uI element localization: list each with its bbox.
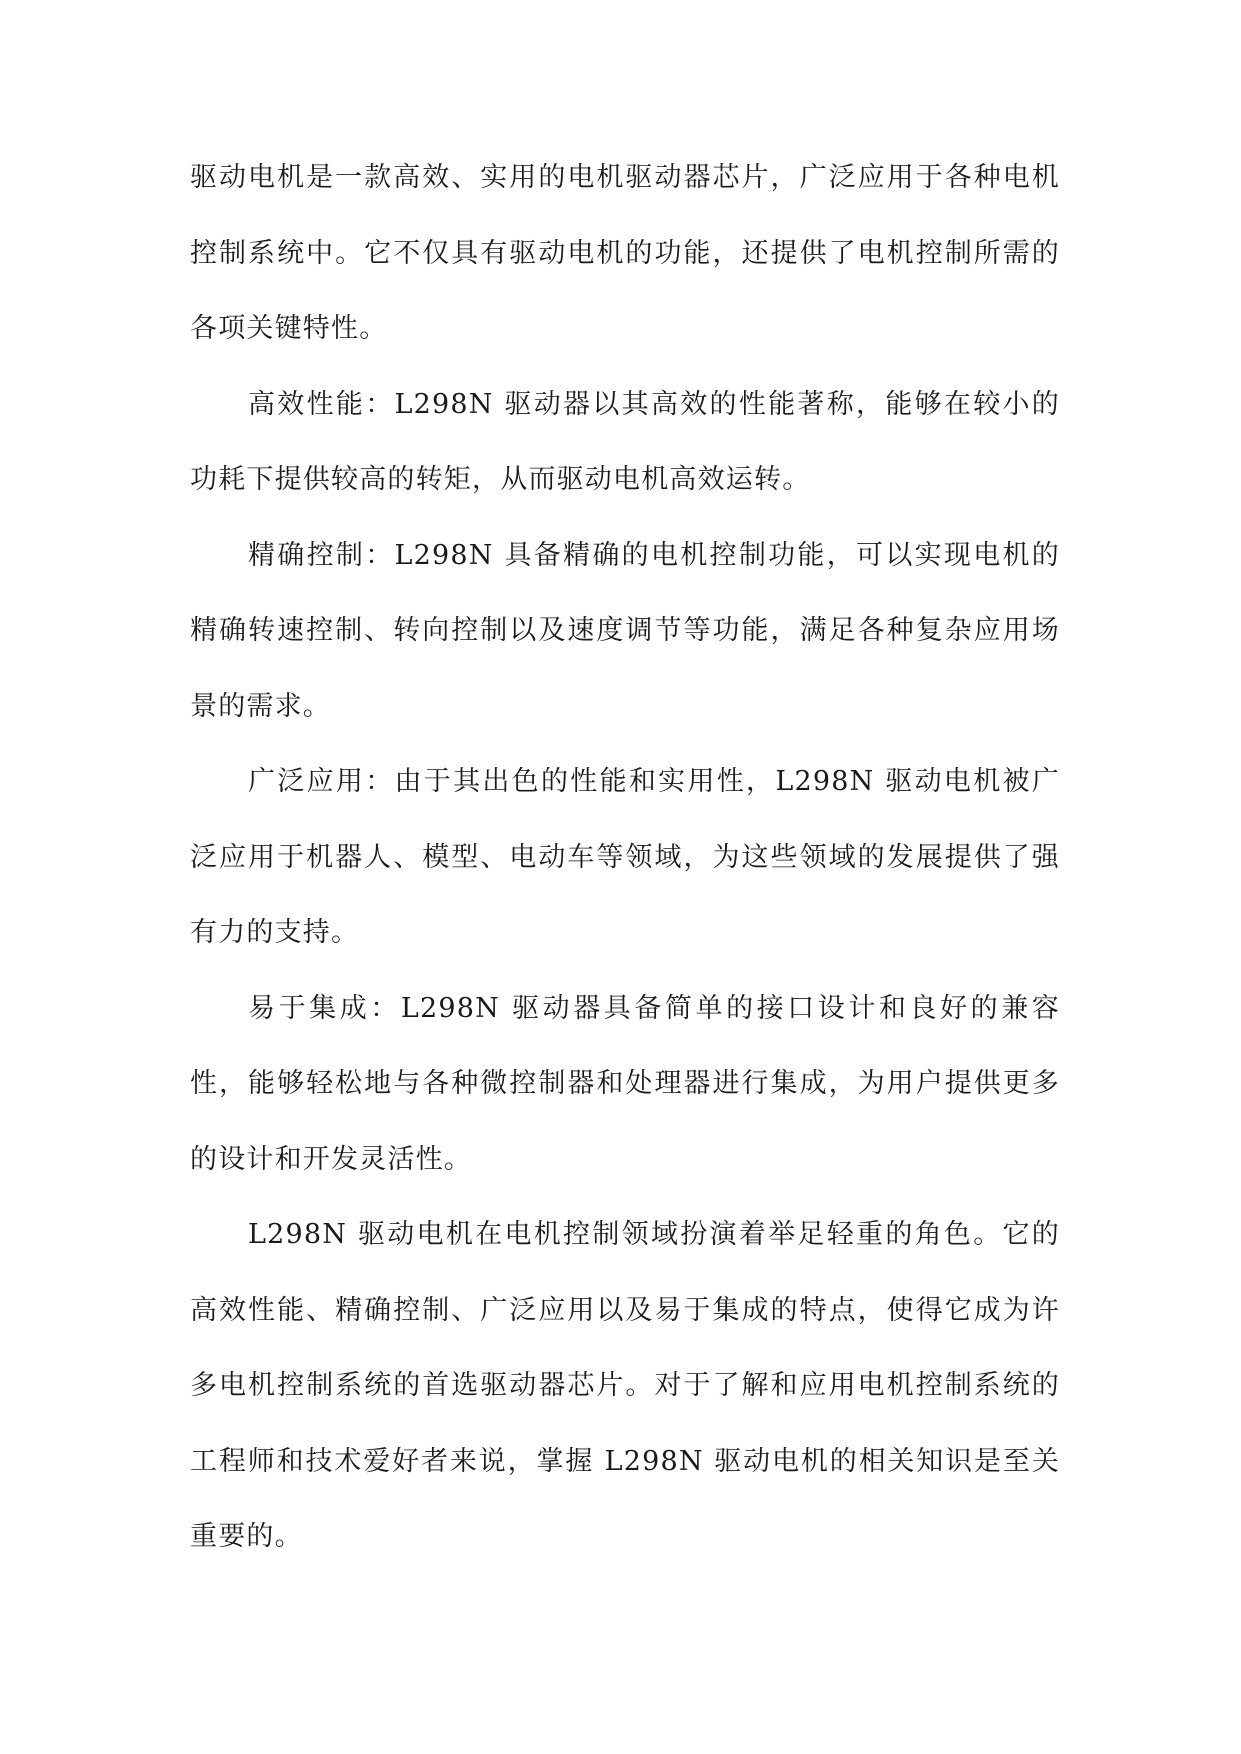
wide-application-paragraph: 广泛应用：由于其出色的性能和实用性，L298N 驱动电机被广泛应用于机器人、模型、电动车等领域，为这些领域的发展提供了强有力的支持。 (190, 766, 1060, 948)
easy-integration-paragraph: 易于集成：L298N 驱动器具备简单的接口设计和良好的兼容性，能够轻松地与各种微控制器和处理器进行集成，为用户提供更多的设计和开发灵活性。 (190, 992, 1060, 1175)
precise-control-paragraph: 精确控制：L298N 具备精确的电机控制功能，可以实现电机的精确转速控制、转向控制以及速度调节等功能，满足各种复杂应用场景的需求。 (190, 539, 1060, 722)
conclusion-paragraph: L298N 驱动电机在电机控制领域扮演着举足轻重的角色。它的高效性能、精确控制、广泛应用以及易于集成的特点，使得它成为许多电机控制系统的首选驱动器芯片。对于了解和应用电机控制系统的工程师和技术爱好者来说，掌握 L298N 驱动电机的相关知识是至关重要的。 (190, 1219, 1060, 1552)
document-body (190, 140, 1060, 1575)
intro-paragraph: 驱动电机是一款高效、实用的电机驱动器芯片，广泛应用于各种电机控制系统中。它不仅具有驱动电机的功能，还提供了电机控制所需的各项关键特性。 (190, 162, 1060, 344)
efficiency-paragraph: 高效性能：L298N 驱动器以其高效的性能著称，能够在较小的功耗下提供较高的转矩，从而驱动电机高效运转。 (190, 388, 1060, 495)
